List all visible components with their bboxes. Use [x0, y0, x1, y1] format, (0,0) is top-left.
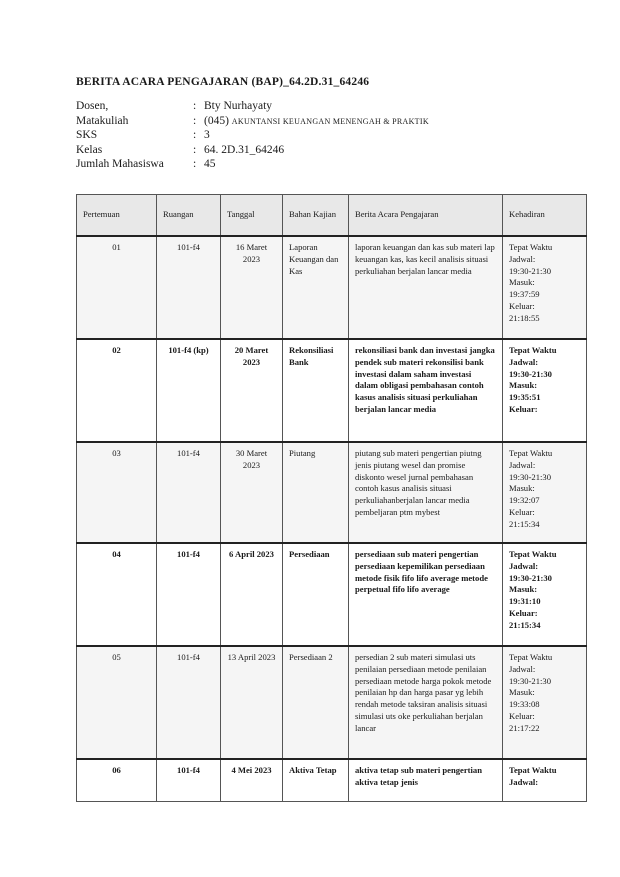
kehadiran-masuk-label: Masuk:: [509, 380, 538, 391]
kehadiran-status: Tepat Waktu: [509, 345, 557, 355]
table-row: [77, 442, 587, 543]
kehadiran-keluar-label: Keluar:: [509, 607, 538, 618]
kehadiran-jadwal: 19:30-21:30: [509, 471, 552, 482]
kehadiran-jadwal: 19:30-21:30: [509, 265, 552, 276]
cell-pertemuan: 06: [77, 759, 157, 802]
jumlah-value: 45: [204, 158, 216, 170]
separator: :: [193, 158, 197, 170]
kehadiran-status: Tepat Waktu: [509, 765, 557, 775]
bap-table: [76, 194, 587, 802]
cell-berita-acara: persediaan sub materi pengertian persediaan kepemilikan persediaan metode fisik fifo lifo average metode perpetual fifo lifo average: [349, 543, 503, 646]
separator: :: [193, 129, 197, 141]
cell-ruangan: 101-f4: [157, 236, 221, 339]
cell-ruangan: 101-f4: [157, 646, 221, 759]
table-row: [77, 236, 587, 339]
cell-bahan-kajian: Persediaan 2: [283, 646, 349, 759]
kehadiran-masuk: 19:32:07: [509, 495, 540, 506]
cell-pertemuan: 01: [77, 236, 157, 339]
kelas-label: Kelas: [76, 143, 103, 156]
cell-tanggal: 16 Maret 2023: [221, 236, 283, 339]
cell-tanggal: 6 April 2023: [221, 543, 283, 646]
kehadiran-masuk: 19:33:08: [509, 699, 540, 710]
kehadiran-masuk: 19:35:51: [509, 392, 541, 403]
cell-tanggal: 4 Mei 2023: [221, 759, 283, 802]
cell-kehadiran: [503, 759, 587, 802]
sks-label: SKS: [76, 129, 98, 141]
kehadiran-masuk: 19:37:59: [509, 289, 540, 300]
table-row: [77, 543, 587, 646]
jumlah-label: Jumlah Mahasiswa: [76, 158, 164, 170]
separator: :: [193, 114, 197, 127]
table-row: [77, 759, 587, 802]
table-header-row: [77, 195, 587, 237]
table-row: [77, 339, 587, 442]
matakuliah-code: (045): [204, 114, 229, 127]
matakuliah-name: AKUNTANSI KEUANGAN MENENGAH & PRAKTIK: [231, 116, 429, 126]
cell-bahan-kajian: Aktiva Tetap: [283, 759, 349, 802]
kehadiran-status: Tepat Waktu: [509, 549, 557, 559]
kehadiran-jadwal: 19:30-21:30: [509, 368, 552, 379]
kehadiran-status: Tepat Waktu: [509, 652, 553, 662]
cell-kehadiran: [503, 442, 587, 543]
course-info: [76, 99, 429, 172]
kehadiran-jadwal-label: Jadwal:: [509, 459, 536, 470]
kehadiran-jadwal-label: Jadwal:: [509, 776, 539, 787]
kehadiran-jadwal-label: Jadwal:: [509, 356, 539, 367]
header-ruangan: Ruangan: [157, 195, 221, 237]
cell-berita-acara: piutang sub materi pengertian piutng jenis piutang wesel dan promise diskonto wesel jurnal pembahasan contoh kasus analisis situasi perkuliahanberjalan lancar media pembeljaran ptm mybest: [349, 442, 503, 543]
header-kehadiran: Kehadiran: [503, 195, 587, 237]
header-berita-acara: Berita Acara Pengajaran: [349, 195, 503, 237]
table-row: [77, 646, 587, 759]
kehadiran-keluar-label: Keluar:: [509, 300, 535, 311]
header-pertemuan: Pertemuan: [77, 195, 157, 237]
cell-ruangan: 101-f4 (kp): [157, 339, 221, 442]
kehadiran-jadwal-label: Jadwal:: [509, 663, 536, 674]
info-row-jumlah: [76, 157, 429, 172]
cell-bahan-kajian: Laporan Keuangan dan Kas: [283, 236, 349, 339]
cell-bahan-kajian: Persediaan: [283, 543, 349, 646]
kehadiran-keluar: 21:18:55: [509, 312, 540, 323]
kehadiran-masuk-label: Masuk:: [509, 483, 535, 494]
kehadiran-jadwal-label: Jadwal:: [509, 560, 539, 571]
kehadiran-status: Tepat Waktu: [509, 448, 553, 458]
sks-value: 3: [204, 129, 210, 141]
cell-pertemuan: 03: [77, 442, 157, 543]
header-tanggal: Tanggal: [221, 195, 283, 237]
cell-berita-acara: aktiva tetap sub materi pengertian aktiva tetap jenis: [349, 759, 503, 802]
cell-berita-acara: laporan keuangan dan kas sub materi lap keuangan kas, kas kecil analisis situasi perkuliahan berjalan lancar media: [349, 236, 503, 339]
cell-kehadiran: [503, 339, 587, 442]
matakuliah-label: Matakuliah: [76, 114, 129, 127]
kehadiran-keluar: 21:15:34: [509, 518, 540, 529]
dosen-value: Bty Nurhayaty: [204, 100, 273, 112]
kehadiran-keluar-label: Keluar:: [509, 710, 535, 721]
cell-pertemuan: 05: [77, 646, 157, 759]
cell-tanggal: 13 April 2023: [221, 646, 283, 759]
info-row-sks: [76, 128, 429, 143]
info-row-kelas: [76, 143, 429, 158]
cell-pertemuan: 04: [77, 543, 157, 646]
cell-berita-acara: rekonsiliasi bank dan investasi jangka pendek sub materi rekonsilisi bank investasi dalam saham investasi dalam obligasi pembahasan contoh kasus analisis situasi perkuliahan berjalan lancar media: [349, 339, 503, 442]
header-bahan-kajian: Bahan Kajian: [283, 195, 349, 237]
cell-ruangan: 101-f4: [157, 759, 221, 802]
kehadiran-masuk-label: Masuk:: [509, 584, 538, 595]
cell-tanggal: 20 Maret 2023: [221, 339, 283, 442]
kehadiran-keluar: 21:15:34: [509, 619, 541, 630]
page-title: BERITA ACARA PENGAJARAN (BAP)_64.2D.31_64246: [76, 76, 370, 88]
separator: :: [193, 143, 197, 156]
kehadiran-keluar-label: Keluar:: [509, 403, 538, 414]
cell-ruangan: 101-f4: [157, 543, 221, 646]
kehadiran-jadwal: 19:30-21:30: [509, 572, 552, 583]
kehadiran-masuk-label: Masuk:: [509, 277, 535, 288]
kelas-value: 64. 2D.31_64246: [204, 143, 285, 156]
kehadiran-masuk-label: Masuk:: [509, 687, 535, 698]
kehadiran-keluar: 21:17:22: [509, 722, 540, 733]
cell-bahan-kajian: Piutang: [283, 442, 349, 543]
separator: :: [193, 100, 197, 112]
cell-pertemuan: 02: [77, 339, 157, 442]
matakuliah-value: [204, 114, 429, 129]
kehadiran-keluar-label: Keluar:: [509, 506, 535, 517]
kehadiran-jadwal: 19:30-21:30: [509, 675, 552, 686]
cell-berita-acara: persedian 2 sub materi simulasi uts penilaian persediaan metode penilaian persediaan metode harga pokok metode penilaian hp dan harga pasar yg lebih rendah metode taksiran analisis situasi simulasi uts oke perkuliahan berjalan lancar: [349, 646, 503, 759]
kehadiran-masuk: 19:31:10: [509, 596, 541, 607]
info-row-dosen: [76, 99, 429, 114]
cell-kehadiran: [503, 236, 587, 339]
cell-tanggal: 30 Maret 2023: [221, 442, 283, 543]
cell-kehadiran: [503, 646, 587, 759]
kehadiran-jadwal-label: Jadwal:: [509, 253, 536, 264]
cell-bahan-kajian: Rekonsiliasi Bank: [283, 339, 349, 442]
kehadiran-status: Tepat Waktu: [509, 242, 553, 252]
cell-ruangan: 101-f4: [157, 442, 221, 543]
dosen-label: Dosen,: [76, 100, 109, 112]
info-row-matakuliah: [76, 114, 429, 129]
cell-kehadiran: [503, 543, 587, 646]
